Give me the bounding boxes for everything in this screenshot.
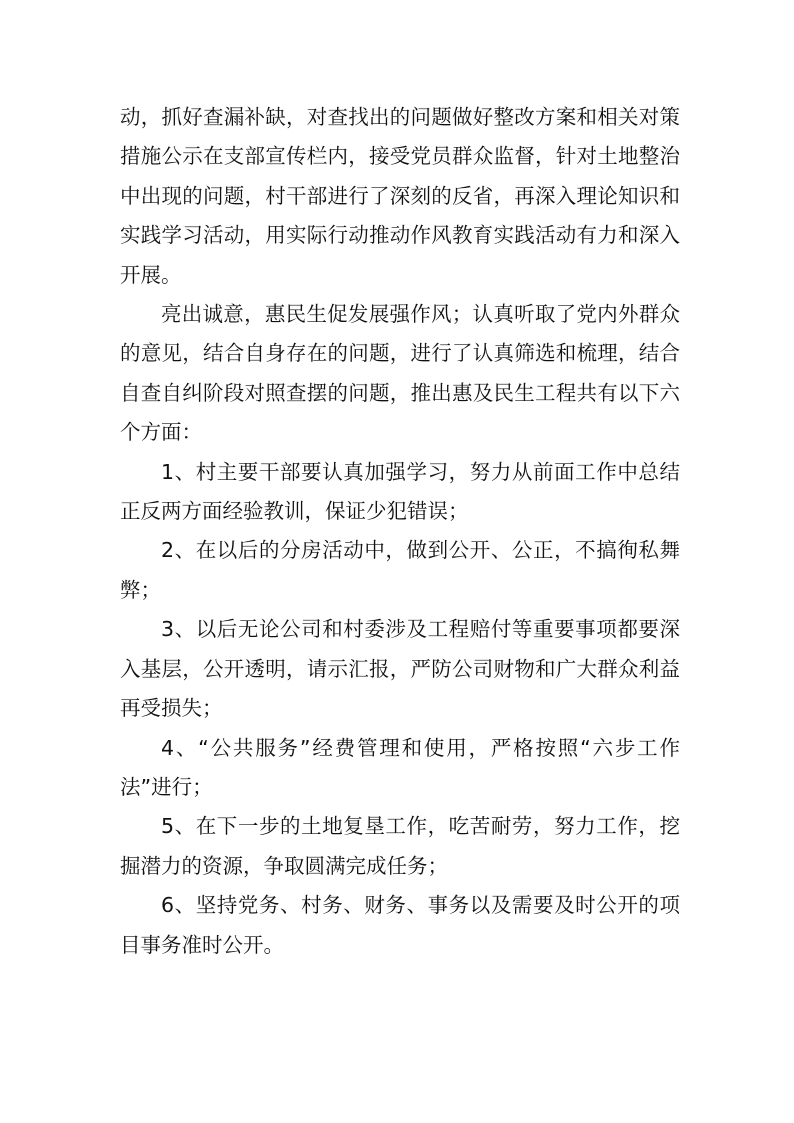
document-body xyxy=(120,98,680,965)
list-item-4: 4、“公共服务”经费管理和使用，严格按照“六步工作法”进行； xyxy=(120,735,680,799)
list-item-3: 3、以后无论公司和村委涉及工程赔付等重要事项都要深入基层，公开透明，请示汇报，严防公司财物和广大群众利益再受损失； xyxy=(120,617,680,721)
paragraph-continuation: 动，抓好查漏补缺，对查找出的问题做好整改方案和相关对策措施公示在支部宣传栏内，接受党员群众监督，针对土地整治中出现的问题，村干部进行了深刻的反省，再深入理论知识和实践学习活动，用实际行动推动作风教育实践活动有力和深入开展。 xyxy=(120,105,680,287)
list-item-6: 6、坚持党务、村务、财务、事务以及需要及时公开的项目事务准时公开。 xyxy=(120,893,680,957)
paragraph-sincerity: 亮出诚意，惠民生促发展强作风；认真听取了党内外群众的意见，结合自身存在的问题，进行了认真筛选和梳理，结合自查自纠阶段对照查摆的问题，推出惠及民生工程共有以下六个方面： xyxy=(120,302,680,445)
list-item-1: 1、村主要干部要认真加强学习，努力从前面工作中总结正反两方面经验教训，保证少犯错误； xyxy=(120,459,680,524)
list-item-2: 2、在以后的分房活动中，做到公开、公正，不搞徇私舞弊； xyxy=(120,538,680,602)
list-item-5: 5、在下一步的土地复垦工作，吃苦耐劳，努力工作，挖掘潜力的资源，争取圆满完成任务； xyxy=(120,814,680,878)
